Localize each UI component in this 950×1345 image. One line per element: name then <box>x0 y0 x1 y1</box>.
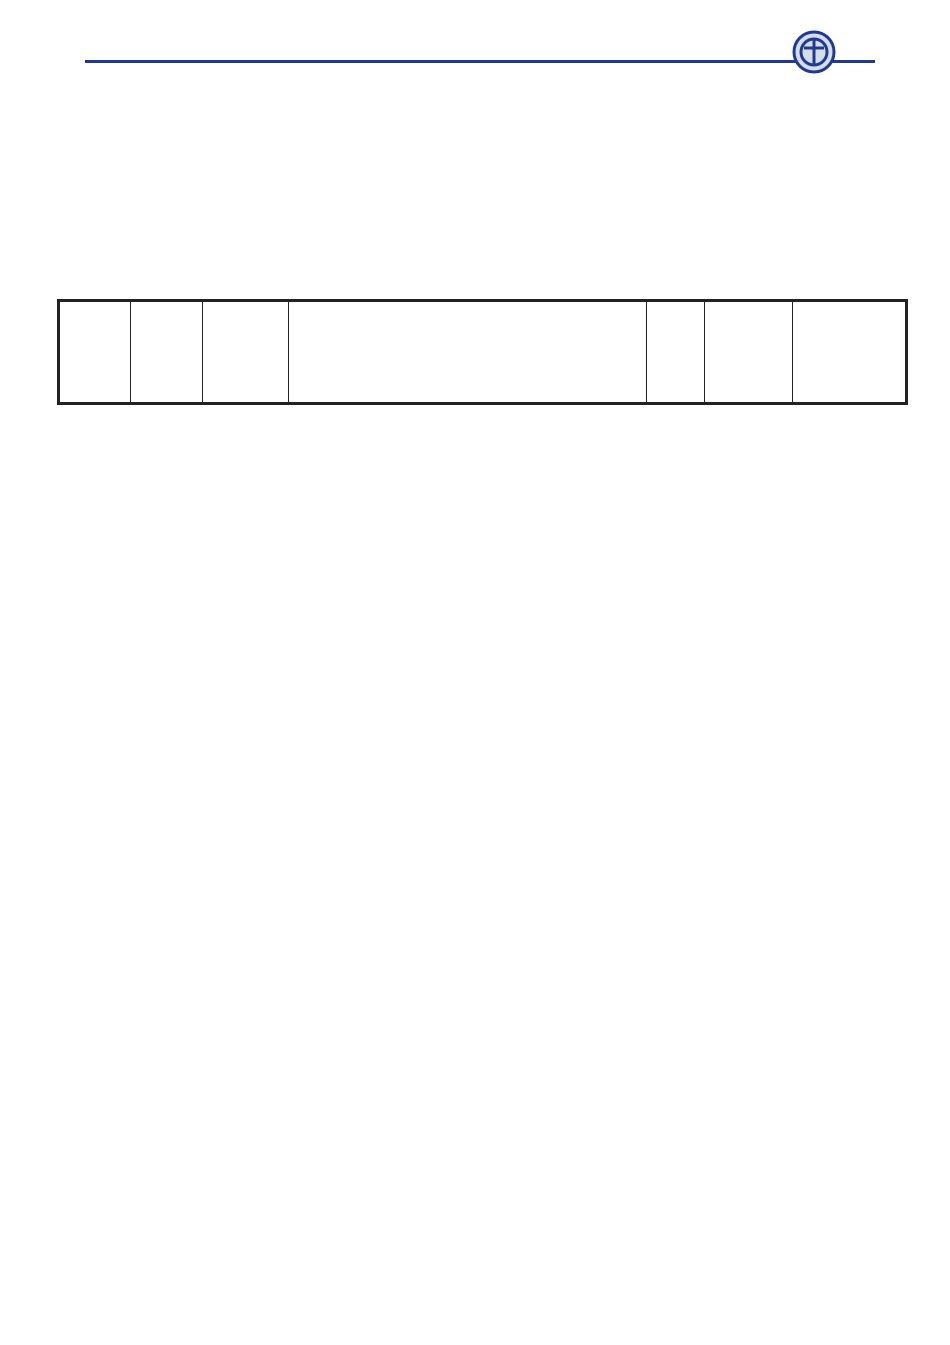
other-item <box>87 1218 119 1244</box>
other-interfaces <box>87 1218 119 1270</box>
table-caption-2 <box>87 1020 91 1040</box>
table-jp6 <box>57 299 908 405</box>
header-pin <box>131 301 203 404</box>
header-socket <box>59 301 131 404</box>
header-definition <box>289 301 647 404</box>
other-item <box>87 1244 119 1270</box>
header-factory <box>647 301 705 404</box>
table-caption-1 <box>87 276 127 296</box>
header-type <box>203 301 289 404</box>
header-led <box>793 301 907 404</box>
company-logo-icon <box>792 30 836 74</box>
header-type-change <box>705 301 793 404</box>
header-rule <box>85 60 875 63</box>
